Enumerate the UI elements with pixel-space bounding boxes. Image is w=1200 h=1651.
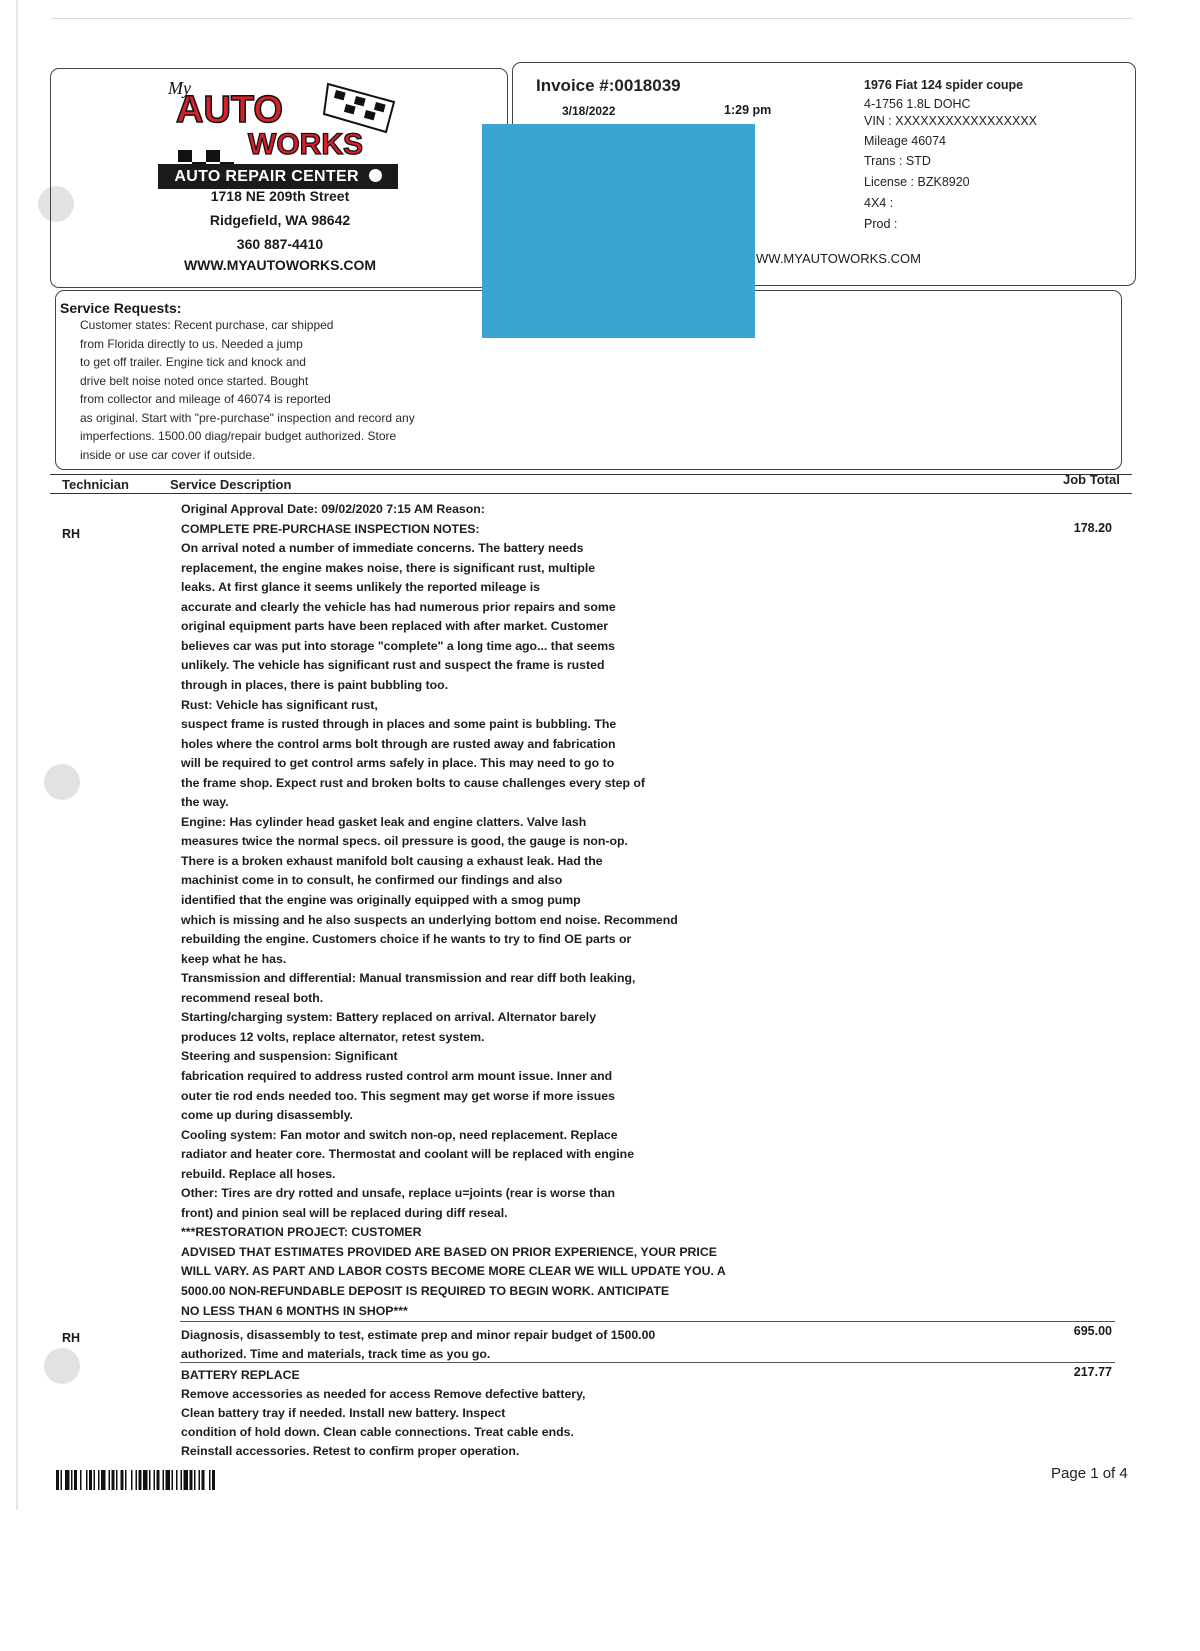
job-description-line: which is missing and he also suspects an underlying bottom end noise. Recommend — [181, 912, 678, 927]
job-description-line: 5000.00 NON-REFUNDABLE DEPOSIT IS REQUIRED TO BEGIN WORK. ANTICIPATE — [181, 1284, 670, 1298]
job-1-total: 178.20 — [1073, 521, 1112, 535]
service-request-line: Customer states: Recent purchase, car shipped — [80, 318, 334, 332]
scan-page-edge — [16, 0, 18, 1510]
vehicle-vin: VIN : XXXXXXXXXXXXXXXXX — [864, 114, 1037, 128]
service-description-column-header: Service Description — [170, 477, 292, 492]
job-description-line: Steering and suspension: Significant — [181, 1049, 398, 1064]
service-request-line: inside or use car cover if outside. — [80, 447, 256, 462]
vehicle-trans: Trans : STD — [864, 154, 931, 168]
vehicle-title: 1976 Fiat 124 spider coupe — [864, 78, 1024, 92]
job-description-line: leaks. At first glance it seems unlikely the reported mileage is — [181, 580, 541, 595]
job-description-line: fabrication required to address rusted control arm mount issue. Inner and — [181, 1068, 613, 1083]
vehicle-engine: 4-1756 1.8L DOHC — [864, 97, 971, 111]
invoice-number: Invoice #:0018039 — [536, 76, 681, 95]
job-3-total: 217.77 — [1073, 1365, 1112, 1379]
vehicle-4x4: 4X4 : — [864, 196, 894, 210]
service-request-line: as original. Start with "pre-purchase" inspection and record any — [80, 410, 415, 425]
job-description-line: come up during disassembly. — [181, 1108, 353, 1123]
job-1-technician: RH — [62, 527, 81, 541]
job-description-line: NO LESS THAN 6 MONTHS IN SHOP*** — [181, 1303, 408, 1318]
table-header-bottom-rule — [50, 493, 1132, 494]
job-description-line: Transmission and differential: Manual transmission and rear diff both leaking, — [181, 971, 636, 986]
service-requests-title: Service Requests: — [60, 300, 182, 316]
svg-text:AUTO: AUTO — [176, 89, 283, 131]
job-description-line: outer tie rod ends needed too. This segment may get worse if more issues — [181, 1088, 615, 1103]
job-3-top-rule — [180, 1362, 1115, 1363]
job-description-line: There is a broken exhaust manifold bolt causing a exhaust leak. Had the — [181, 853, 603, 868]
job-description-line: front) and pinion seal will be replaced during diff reseal. — [181, 1205, 508, 1220]
job-description-line: Starting/charging system: Battery replaced on arrival. Alternator barely — [181, 1010, 597, 1025]
vehicle-mileage: Mileage 46074 — [864, 134, 947, 148]
job-description-line: ***RESTORATION PROJECT: CUSTOMER — [181, 1225, 422, 1240]
vehicle-prod: Prod : — [864, 217, 898, 231]
technician-column-header: Technician — [62, 477, 129, 492]
job-description-line: Diagnosis, disassembly to test, estimate prep and minor repair budget of 1500.00 — [181, 1328, 656, 1342]
shop-phone: 360 887-4410 — [236, 236, 324, 252]
job-description-line: accurate and clearly the vehicle has had numerous prior repairs and some — [181, 599, 616, 614]
shop-address-line2: Ridgefield, WA 98642 — [209, 212, 351, 228]
job-description-line: On arrival noted a number of immediate concerns. The battery needs — [181, 541, 584, 556]
job-2-total: 695.00 — [1073, 1324, 1112, 1338]
job-description-line: Rust: Vehicle has significant rust, — [181, 697, 378, 712]
job-description-line: measures twice the normal specs. oil pressure is good, the gauge is non-op. — [181, 834, 628, 849]
svg-text:WORKS: WORKS — [248, 128, 363, 161]
job-description-line: identified that the engine was originally equipped with a smog pump — [181, 893, 581, 907]
job-description-line: Other: Tires are dry rotted and unsafe, replace u=joints (rear is worse than — [181, 1186, 616, 1201]
job-description-line: original equipment parts have been replaced with after market. Customer — [181, 619, 609, 634]
job-description-line: WILL VARY. AS PART AND LABOR COSTS BECOME MORE CLEAR WE WILL UPDATE YOU. A — [181, 1264, 726, 1279]
service-request-line: from collector and mileage of 46074 is reported — [80, 392, 331, 406]
job-description-line: Remove accessories as needed for access Remove defective battery, — [181, 1387, 586, 1401]
job-description-line: rebuilding the engine. Customers choice if he wants to try to find OE parts or — [181, 932, 632, 947]
job-description-line: condition of hold down. Clean cable connections. Treat cable ends. — [181, 1425, 574, 1439]
service-request-line: imperfections. 1500.00 diag/repair budget authorized. Store — [80, 429, 397, 443]
job-description-line: Reinstall accessories. Retest to confirm proper operation. — [181, 1444, 520, 1458]
service-request-line: to get off trailer. Engine tick and knock and — [80, 355, 306, 369]
service-request-line: from Florida directly to us. Needed a jump — [80, 336, 303, 351]
job-description-line: machinist come in to consult, he confirmed our findings and also — [181, 873, 563, 888]
scan-top-rule — [52, 18, 1132, 19]
job-description-line: keep what he has. — [181, 951, 287, 966]
job-description-line: replacement, the engine makes noise, there is significant rust, multiple — [181, 560, 596, 575]
job-description-line: through in places, there is paint bubbling too. — [181, 677, 449, 692]
job-2-top-rule — [180, 1321, 1115, 1322]
auto-repair-center-banner: AUTO REPAIR CENTER — [158, 164, 398, 189]
job-description-line: holes where the control arms bolt through are rusted away and fabrication — [181, 736, 616, 751]
service-request-line: drive belt noise noted once started. Bought — [80, 373, 309, 388]
ase-seal-icon — [369, 169, 382, 182]
job-description-line: believes car was put into storage "complete" a long time ago... that seems — [181, 638, 615, 653]
job-total-column-header: Job Total — [1063, 472, 1120, 487]
job-description-line: produces 12 volts, replace alternator, retest system. — [181, 1029, 485, 1044]
invoice-website: WW.MYAUTOWORKS.COM — [756, 251, 921, 266]
job-description-line: authorized. Time and materials, track time as you go. — [181, 1347, 491, 1361]
vehicle-license: License : BZK8920 — [864, 175, 970, 189]
shop-address-line1: 1718 NE 209th Street — [210, 188, 350, 204]
job-description-line: unlikely. The vehicle has significant rust and suspect the frame is rusted — [181, 658, 605, 673]
redaction-block — [482, 124, 755, 338]
job-description-line: recommend reseal both. — [181, 990, 324, 1005]
job-description-line: rebuild. Replace all hoses. — [181, 1166, 336, 1181]
invoice-time: 1:29 pm — [724, 103, 772, 117]
job-description-line: BATTERY REPLACE — [181, 1368, 300, 1382]
job-description-line: Engine: Has cylinder head gasket leak and engine clatters. Valve lash — [181, 814, 587, 829]
job-description-line: Cooling system: Fan motor and switch non-op, need replacement. Replace — [181, 1127, 618, 1142]
job-2-technician: RH — [62, 1331, 81, 1345]
table-header-top-rule — [50, 474, 1132, 475]
svg-text:My: My — [168, 78, 191, 98]
job-description-line: ADVISED THAT ESTIMATES PROVIDED ARE BASED ON PRIOR EXPERIENCE, YOUR PRICE — [181, 1244, 717, 1259]
job-description-line: the frame shop. Expect rust and broken bolts to cause challenges every step of — [181, 775, 645, 790]
job-description-line: Original Approval Date: 09/02/2020 7:15 AM Reason: — [181, 502, 485, 516]
page-number: Page 1 of 4 — [1051, 1465, 1128, 1482]
shop-website: WWW.MYAUTOWORKS.COM — [183, 257, 377, 273]
job-description-line: the way. — [181, 795, 229, 810]
job-description-line: will be required to get control arms safely in place. This may need to go to — [181, 756, 615, 771]
invoice-date: 3/18/2022 — [562, 104, 616, 118]
job-description-line: radiator and heater core. Thermostat and coolant will be replaced with engine — [181, 1147, 635, 1162]
job-description-line: Clean battery tray if needed. Install new battery. Inspect — [181, 1406, 506, 1420]
checkered-flag-right-icon — [324, 84, 394, 132]
job-description-line: suspect frame is rusted through in places and some paint is bubbling. The — [181, 717, 617, 732]
punch-hole — [44, 1348, 80, 1384]
punch-hole — [44, 764, 80, 800]
job-description-line: COMPLETE PRE-PURCHASE INSPECTION NOTES: — [181, 521, 480, 536]
barcode-icon — [56, 1470, 282, 1490]
